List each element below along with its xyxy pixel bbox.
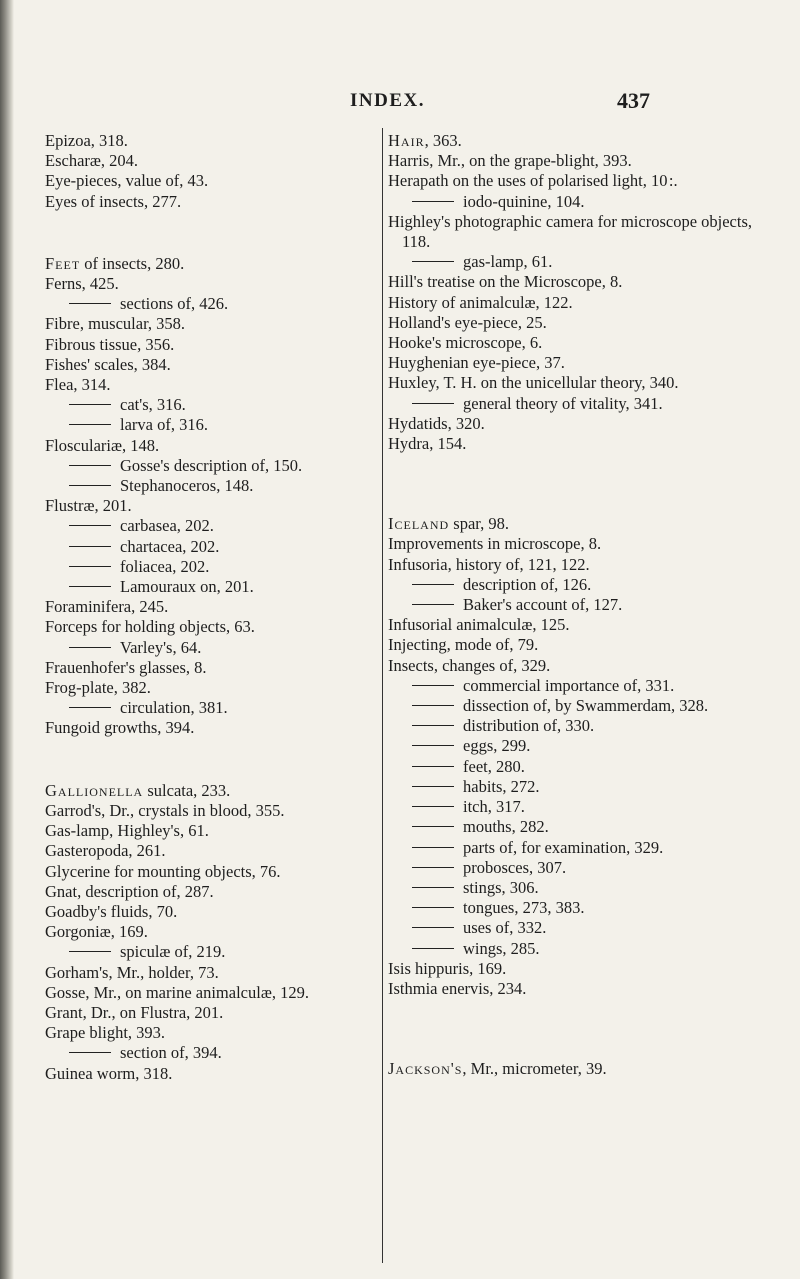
entry-text: Insects, changes of, 329. (388, 655, 551, 675)
entry-text: sulcata, 233. (143, 780, 231, 800)
entry-text: Hydra, 154. (388, 434, 467, 454)
index-subentry (45, 942, 375, 962)
index-subentry (388, 797, 758, 817)
entry-text: wings, 285. (463, 938, 540, 958)
entry-text: Stephanoceros, 148. (120, 476, 254, 496)
entry-text: Fibrous tissue, 356. (45, 334, 175, 354)
index-entry (45, 718, 375, 738)
index-entry (45, 617, 375, 637)
entry-text: Gorgoniæ, 169. (45, 922, 148, 942)
entry-text: Gnat, description of, 287. (45, 881, 214, 901)
entry-text: Huxley, T. H. on the unicellular theory, 340. (388, 373, 679, 393)
entry-text: habits, 272. (463, 776, 540, 796)
index-entry (388, 171, 758, 191)
index-subentry (388, 757, 758, 777)
entry-text: Frog-plate, 382. (45, 678, 151, 698)
index-subentry (388, 939, 758, 959)
index-subentry (388, 394, 758, 414)
entry-text: dissection of, by Swammerdam, 328. (463, 696, 709, 716)
entry-text: , Mr., micrometer, 39. (462, 1059, 607, 1079)
entry-text: stings, 306. (463, 877, 539, 897)
entry-text: Holland's eye-piece, 25. (388, 312, 547, 332)
entry-text: Herapath on the uses of polarised light, 10 :. (388, 171, 678, 191)
entry-text: Isthmia enervis, 234. (388, 978, 527, 998)
index-entry (388, 656, 758, 676)
index-entry (45, 1023, 375, 1043)
section-lead-word: Gallionella (45, 780, 144, 800)
entry-text: Fishes' scales, 384. (45, 354, 171, 374)
index-subentry (388, 676, 758, 696)
entry-text: Isis hippuris, 169. (388, 958, 507, 978)
index-entry (45, 314, 375, 334)
index-subentry (388, 252, 758, 272)
entry-text: Guinea worm, 318. (45, 1063, 173, 1083)
entry-text: mouths, 282. (463, 817, 549, 837)
index-subentry (45, 537, 375, 557)
index-subentry (388, 716, 758, 736)
index-entry (45, 862, 375, 882)
index-entry (45, 192, 375, 212)
entry-text: Eyes of insects, 277. (45, 191, 182, 211)
entry-text: iodo-quinine, 104. (463, 191, 585, 211)
entry-text: of insects, 280. (80, 253, 185, 273)
index-entry (388, 514, 758, 534)
index-subentry (45, 698, 375, 718)
index-entry (45, 678, 375, 698)
index-subentry (45, 456, 375, 476)
entry-text: Baker's account of, 127. (463, 595, 623, 615)
entry-text: Forceps for holding objects, 63. (45, 617, 255, 637)
index-subentry (45, 1043, 375, 1063)
page-title: INDEX. (350, 90, 425, 111)
index-entry (45, 171, 375, 191)
entry-text: Infusorial animalculæ, 125. (388, 615, 570, 635)
index-entry (388, 373, 758, 393)
entry-text: Flustræ, 201. (45, 496, 132, 516)
entry-text: Hooke's microscope, 6. (388, 333, 543, 353)
entry-text: Epizoa, 318. (45, 131, 128, 150)
entry-text: Improvements in microscope, 8. (388, 534, 602, 554)
entry-text: sections of, 426. (120, 294, 229, 314)
index-subentry (388, 838, 758, 858)
index-entry (45, 1064, 375, 1084)
entry-text: itch, 317. (463, 797, 525, 817)
index-entry (388, 272, 758, 292)
index-entry (45, 151, 375, 171)
entry-text: Hill's treatise on the Microscope, 8. (388, 272, 623, 292)
entry-text: Fibre, muscular, 358. (45, 314, 186, 334)
index-entry (45, 902, 375, 922)
entry-text: Gosse, Mr., on marine animalculæ, 129. (45, 982, 309, 1002)
entry-text: Varley's, 64. (120, 637, 202, 657)
entry-text: Highley's photographic camera for microscope objects, 118. (388, 211, 753, 252)
index-entry (388, 979, 758, 999)
entry-text: spiculæ of, 219. (120, 942, 226, 962)
page-binding-shadow (0, 0, 14, 1279)
entry-text: general theory of vitality, 341. (463, 393, 663, 413)
index-entry (45, 983, 375, 1003)
entry-text: Flea, 314. (45, 375, 111, 395)
section-lead-word: Jackson's (388, 1059, 463, 1079)
entry-text: Harris, Mr., on the grape-blight, 393. (388, 151, 632, 171)
index-entry (45, 821, 375, 841)
entry-text: Flosculariæ, 148. (45, 435, 160, 455)
entry-text: circulation, 381. (120, 698, 228, 718)
index-entry (388, 212, 758, 252)
index-entry (45, 375, 375, 395)
entry-text: Injecting, mode of, 79. (388, 635, 539, 655)
index-subentry (388, 858, 758, 878)
index-entry (388, 151, 758, 171)
running-head (0, 88, 800, 118)
entry-text: Gasteropoda, 261. (45, 841, 166, 861)
index-entry (45, 963, 375, 983)
index-entry (388, 434, 758, 454)
index-entry (388, 353, 758, 373)
entry-text: Lamouraux on, 201. (120, 577, 254, 597)
index-entry (45, 254, 375, 274)
index-column-right (388, 131, 758, 1079)
index-subentry (388, 575, 758, 595)
entry-text: Grant, Dr., on Flustra, 201. (45, 1002, 224, 1022)
index-entry (388, 615, 758, 635)
entry-text: commercial importance of, 331. (463, 675, 675, 695)
index-entry (388, 313, 758, 333)
entry-text: , 363. (424, 131, 462, 150)
index-entry (388, 1059, 758, 1079)
entry-text: gas-lamp, 61. (463, 252, 553, 272)
index-entry (388, 131, 758, 151)
index-subentry (45, 476, 375, 496)
entry-text: foliacea, 202. (120, 556, 210, 576)
entry-text: description of, 126. (463, 574, 592, 594)
index-entry (388, 555, 758, 575)
entry-text: uses of, 332. (463, 918, 547, 938)
entry-text: Grape blight, 393. (45, 1023, 166, 1043)
section-lead-word: Iceland (388, 514, 450, 534)
index-entry (388, 635, 758, 655)
entry-text: Hydatids, 320. (388, 413, 485, 433)
index-entry (388, 414, 758, 434)
index-subentry (45, 415, 375, 435)
index-subentry (388, 595, 758, 615)
entry-text: Ferns, 425. (45, 274, 119, 294)
section-gap (45, 739, 375, 781)
index-subentry (45, 516, 375, 536)
index-entry (45, 355, 375, 375)
entry-text: chartacea, 202. (120, 536, 220, 556)
index-entry (45, 801, 375, 821)
section-lead-word: Feet (45, 253, 81, 273)
index-subentry (45, 557, 375, 577)
column-divider (382, 128, 383, 1263)
section-gap (388, 454, 758, 514)
entry-text: Huyghenian eye-piece, 37. (388, 353, 565, 373)
page-number: 437 (617, 88, 650, 113)
index-entry (45, 922, 375, 942)
entry-text: parts of, for examination, 329. (463, 837, 664, 857)
entry-text: spar, 98. (449, 514, 510, 534)
entry-text: tongues, 273, 383. (463, 898, 585, 918)
index-entry (45, 882, 375, 902)
index-entry (45, 841, 375, 861)
index-entry (45, 781, 375, 801)
index-subentry (45, 395, 375, 415)
index-subentry (388, 736, 758, 756)
index-entry (388, 293, 758, 313)
entry-text: Eye-pieces, value of, 43. (45, 171, 209, 191)
entry-text: section of, 394. (120, 1043, 222, 1063)
entry-text: Gorham's, Mr., holder, 73. (45, 962, 219, 982)
index-entry (388, 959, 758, 979)
index-entry (388, 333, 758, 353)
index-subentry (388, 696, 758, 716)
entry-text: probosces, 307. (463, 857, 567, 877)
index-entry (45, 436, 375, 456)
index-subentry (388, 878, 758, 898)
entry-text: Foraminifera, 245. (45, 597, 169, 617)
entry-text: Infusoria, history of, 121, 122. (388, 554, 590, 574)
index-entry (45, 274, 375, 294)
index-subentry (388, 898, 758, 918)
index-subentry (45, 638, 375, 658)
index-subentry (45, 294, 375, 314)
index-subentry (388, 192, 758, 212)
index-entry (45, 1003, 375, 1023)
entry-text: History of animalculæ, 122. (388, 292, 573, 312)
index-subentry (45, 577, 375, 597)
entry-text: Goadby's fluids, 70. (45, 901, 178, 921)
index-subentry (388, 918, 758, 938)
entry-text: larva of, 316. (120, 415, 208, 435)
entry-text: feet, 280. (463, 756, 525, 776)
index-column-left (45, 131, 375, 1084)
section-gap (45, 212, 375, 254)
index-entry (45, 658, 375, 678)
entry-text: eggs, 299. (463, 736, 531, 756)
entry-text: Gosse's description of, 150. (120, 455, 303, 475)
index-subentry (388, 777, 758, 797)
entry-text: carbasea, 202. (120, 516, 214, 536)
entry-text: Garrod's, Dr., crystals in blood, 355. (45, 800, 285, 820)
index-subentry (388, 817, 758, 837)
entry-text: Glycerine for mounting objects, 76. (45, 861, 281, 881)
entry-text: distribution of, 330. (463, 716, 595, 736)
index-entry (45, 597, 375, 617)
entry-text: Escharæ, 204. (45, 151, 139, 171)
entry-text: Fungoid growths, 394. (45, 718, 195, 738)
index-entry (388, 534, 758, 554)
entry-text: Frauenhofer's glasses, 8. (45, 657, 207, 677)
entry-text: Gas-lamp, Highley's, 61. (45, 821, 209, 841)
index-entry (45, 335, 375, 355)
index-entry (45, 496, 375, 516)
section-lead-word: Hair (388, 131, 425, 150)
index-entry (45, 131, 375, 151)
section-gap (388, 999, 758, 1059)
entry-text: cat's, 316. (120, 395, 186, 415)
